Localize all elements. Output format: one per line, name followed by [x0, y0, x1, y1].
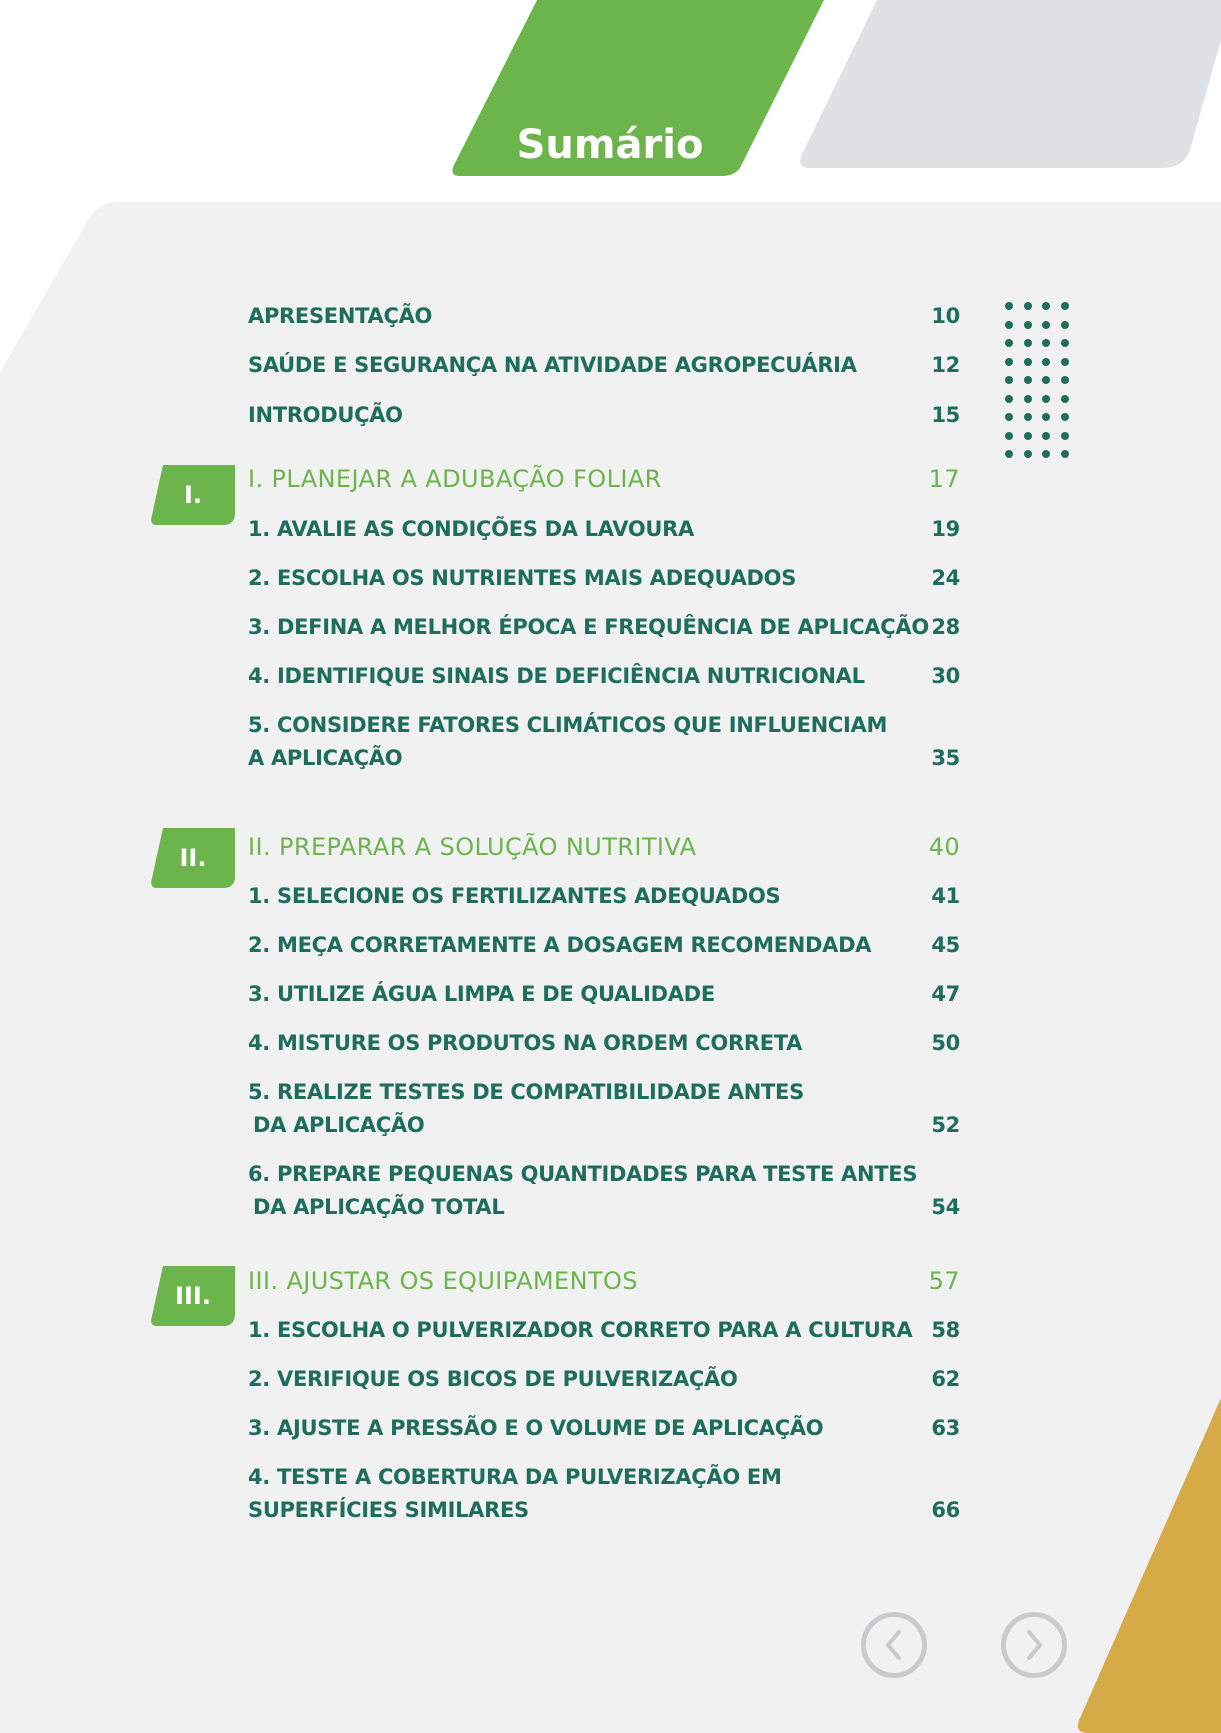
toc-entry-label: APRESENTAÇÃO — [248, 304, 433, 328]
toc-entry-page: 45 — [931, 933, 960, 957]
toc-entry[interactable] — [248, 1027, 960, 1060]
toc-entry-label: 3. UTILIZE ÁGUA LIMPA E DE QUALIDADE — [248, 982, 715, 1006]
toc-entry-page: 41 — [931, 884, 960, 908]
toc-entry-label-line2: DA APLICAÇÃO — [253, 1113, 425, 1137]
toc-entry[interactable] — [248, 929, 960, 962]
chapter-page: 40 — [928, 833, 960, 861]
toc-entry-label: 1. ESCOLHA O PULVERIZADOR CORRETO PARA A CULTURA — [248, 1318, 913, 1342]
toc-entry[interactable] — [248, 300, 960, 333]
toc-entry-page: 62 — [931, 1367, 960, 1391]
chapter-title: III. AJUSTAR OS EQUIPAMENTOS — [248, 1267, 638, 1295]
toc-entry[interactable] — [248, 1363, 960, 1396]
toc-entry-label-line1: 6. PREPARE PEQUENAS QUANTIDADES PARA TESTE ANTES — [248, 1162, 918, 1186]
toc-entry-page: 19 — [931, 517, 960, 541]
toc-entry-page: 54 — [931, 1195, 960, 1219]
toc-entry-page: 30 — [931, 664, 960, 688]
toc-entry[interactable] — [248, 611, 960, 644]
toc-entry-page: 24 — [931, 566, 960, 590]
toc-entry-label: SAÚDE E SEGURANÇA NA ATIVIDADE AGROPECUÁRIA — [248, 353, 857, 377]
chapter-badge-label: II. — [179, 844, 207, 872]
toc-entry-label: 2. MEÇA CORRETAMENTE A DOSAGEM RECOMENDADA — [248, 933, 872, 957]
toc-entry[interactable] — [248, 1158, 960, 1224]
toc-chapter-heading[interactable] — [248, 831, 960, 864]
toc-entry-page: 66 — [931, 1498, 960, 1522]
toc-entry-label — [248, 709, 887, 775]
toc-entry[interactable] — [248, 513, 960, 546]
chapter-badge-label: I. — [183, 481, 203, 509]
dot-grid-decoration — [1005, 302, 1069, 458]
toc-entry[interactable] — [248, 399, 960, 432]
toc-entry-page: 58 — [931, 1318, 960, 1342]
next-page-button[interactable] — [1001, 1612, 1067, 1678]
toc-entry[interactable] — [248, 709, 960, 775]
chapter-title: I. PLANEJAR A ADUBAÇÃO FOLIAR — [248, 465, 662, 493]
toc-entry-label: 1. SELECIONE OS FERTILIZANTES ADEQUADOS — [248, 884, 781, 908]
toc-entry[interactable] — [248, 978, 960, 1011]
toc-chapter-heading[interactable] — [248, 463, 960, 496]
toc-entry-label-line1: 5. CONSIDERE FATORES CLIMÁTICOS QUE INFLUENCIAM — [248, 713, 888, 737]
toc-entry[interactable] — [248, 1076, 960, 1142]
toc-entry-label — [248, 1158, 917, 1224]
toc-entry-label: INTRODUÇÃO — [248, 403, 403, 427]
toc-entry-label: 1. AVALIE AS CONDIÇÕES DA LAVOURA — [248, 517, 694, 541]
toc-entry-page: 12 — [931, 353, 960, 377]
toc-entry-label: 2. ESCOLHA OS NUTRIENTES MAIS ADEQUADOS — [248, 566, 797, 590]
chapter-badge — [151, 828, 235, 888]
gray-parallelogram — [800, 0, 1221, 168]
previous-page-button[interactable] — [861, 1612, 927, 1678]
toc-entry-page: 47 — [931, 982, 960, 1006]
chevron-left-icon — [882, 1629, 906, 1661]
chapter-badge — [151, 1266, 235, 1326]
toc-entry[interactable] — [248, 349, 960, 382]
toc-entry-page: 52 — [931, 1113, 960, 1137]
chapter-badge — [151, 465, 235, 525]
toc-entry-page: 63 — [931, 1416, 960, 1440]
toc-entry-page: 15 — [931, 403, 960, 427]
toc-entry-page: 28 — [931, 615, 960, 639]
toc-entry-label-line1: 4. TESTE A COBERTURA DA PULVERIZAÇÃO EM — [248, 1465, 782, 1489]
toc-entry[interactable] — [248, 562, 960, 595]
chevron-right-icon — [1022, 1629, 1046, 1661]
toc-entry[interactable] — [248, 1314, 960, 1347]
toc-entry-label-line1: 5. REALIZE TESTES DE COMPATIBILIDADE ANTES — [248, 1080, 804, 1104]
toc-entry-label: 4. MISTURE OS PRODUTOS NA ORDEM CORRETA — [248, 1031, 803, 1055]
toc-chapter-heading[interactable] — [248, 1265, 960, 1298]
toc-entry[interactable] — [248, 1461, 960, 1527]
toc-entry-label-line2: SUPERFÍCIES SIMILARES — [248, 1498, 529, 1522]
chapter-badge-label: III. — [175, 1282, 211, 1310]
chapter-title: II. PREPARAR A SOLUÇÃO NUTRITIVA — [248, 833, 697, 861]
toc-entry-label — [248, 1461, 782, 1527]
toc-entry-label: 2. VERIFIQUE OS BICOS DE PULVERIZAÇÃO — [248, 1367, 738, 1391]
toc-entry-label: 3. DEFINA A MELHOR ÉPOCA E FREQUÊNCIA DE APLICAÇÃO — [248, 615, 929, 639]
toc-entry[interactable] — [248, 1412, 960, 1445]
toc-entry-page: 50 — [931, 1031, 960, 1055]
toc-entry[interactable] — [248, 880, 960, 913]
chapter-page: 57 — [928, 1267, 960, 1295]
toc-entry-label: 3. AJUSTE A PRESSÃO E O VOLUME DE APLICAÇÃO — [248, 1416, 824, 1440]
toc-entry-label-line2: DA APLICAÇÃO TOTAL — [253, 1195, 505, 1219]
page-title: Sumário — [516, 122, 704, 168]
toc-entry-label-line2: A APLICAÇÃO — [248, 746, 403, 770]
chapter-page: 17 — [928, 465, 960, 493]
toc-entry-label: 4. IDENTIFIQUE SINAIS DE DEFICIÊNCIA NUTRICIONAL — [248, 664, 865, 688]
toc-entry[interactable] — [248, 660, 960, 693]
toc-entry-page: 10 — [931, 304, 960, 328]
toc-entry-label — [248, 1076, 804, 1142]
toc-entry-page: 35 — [931, 746, 960, 770]
